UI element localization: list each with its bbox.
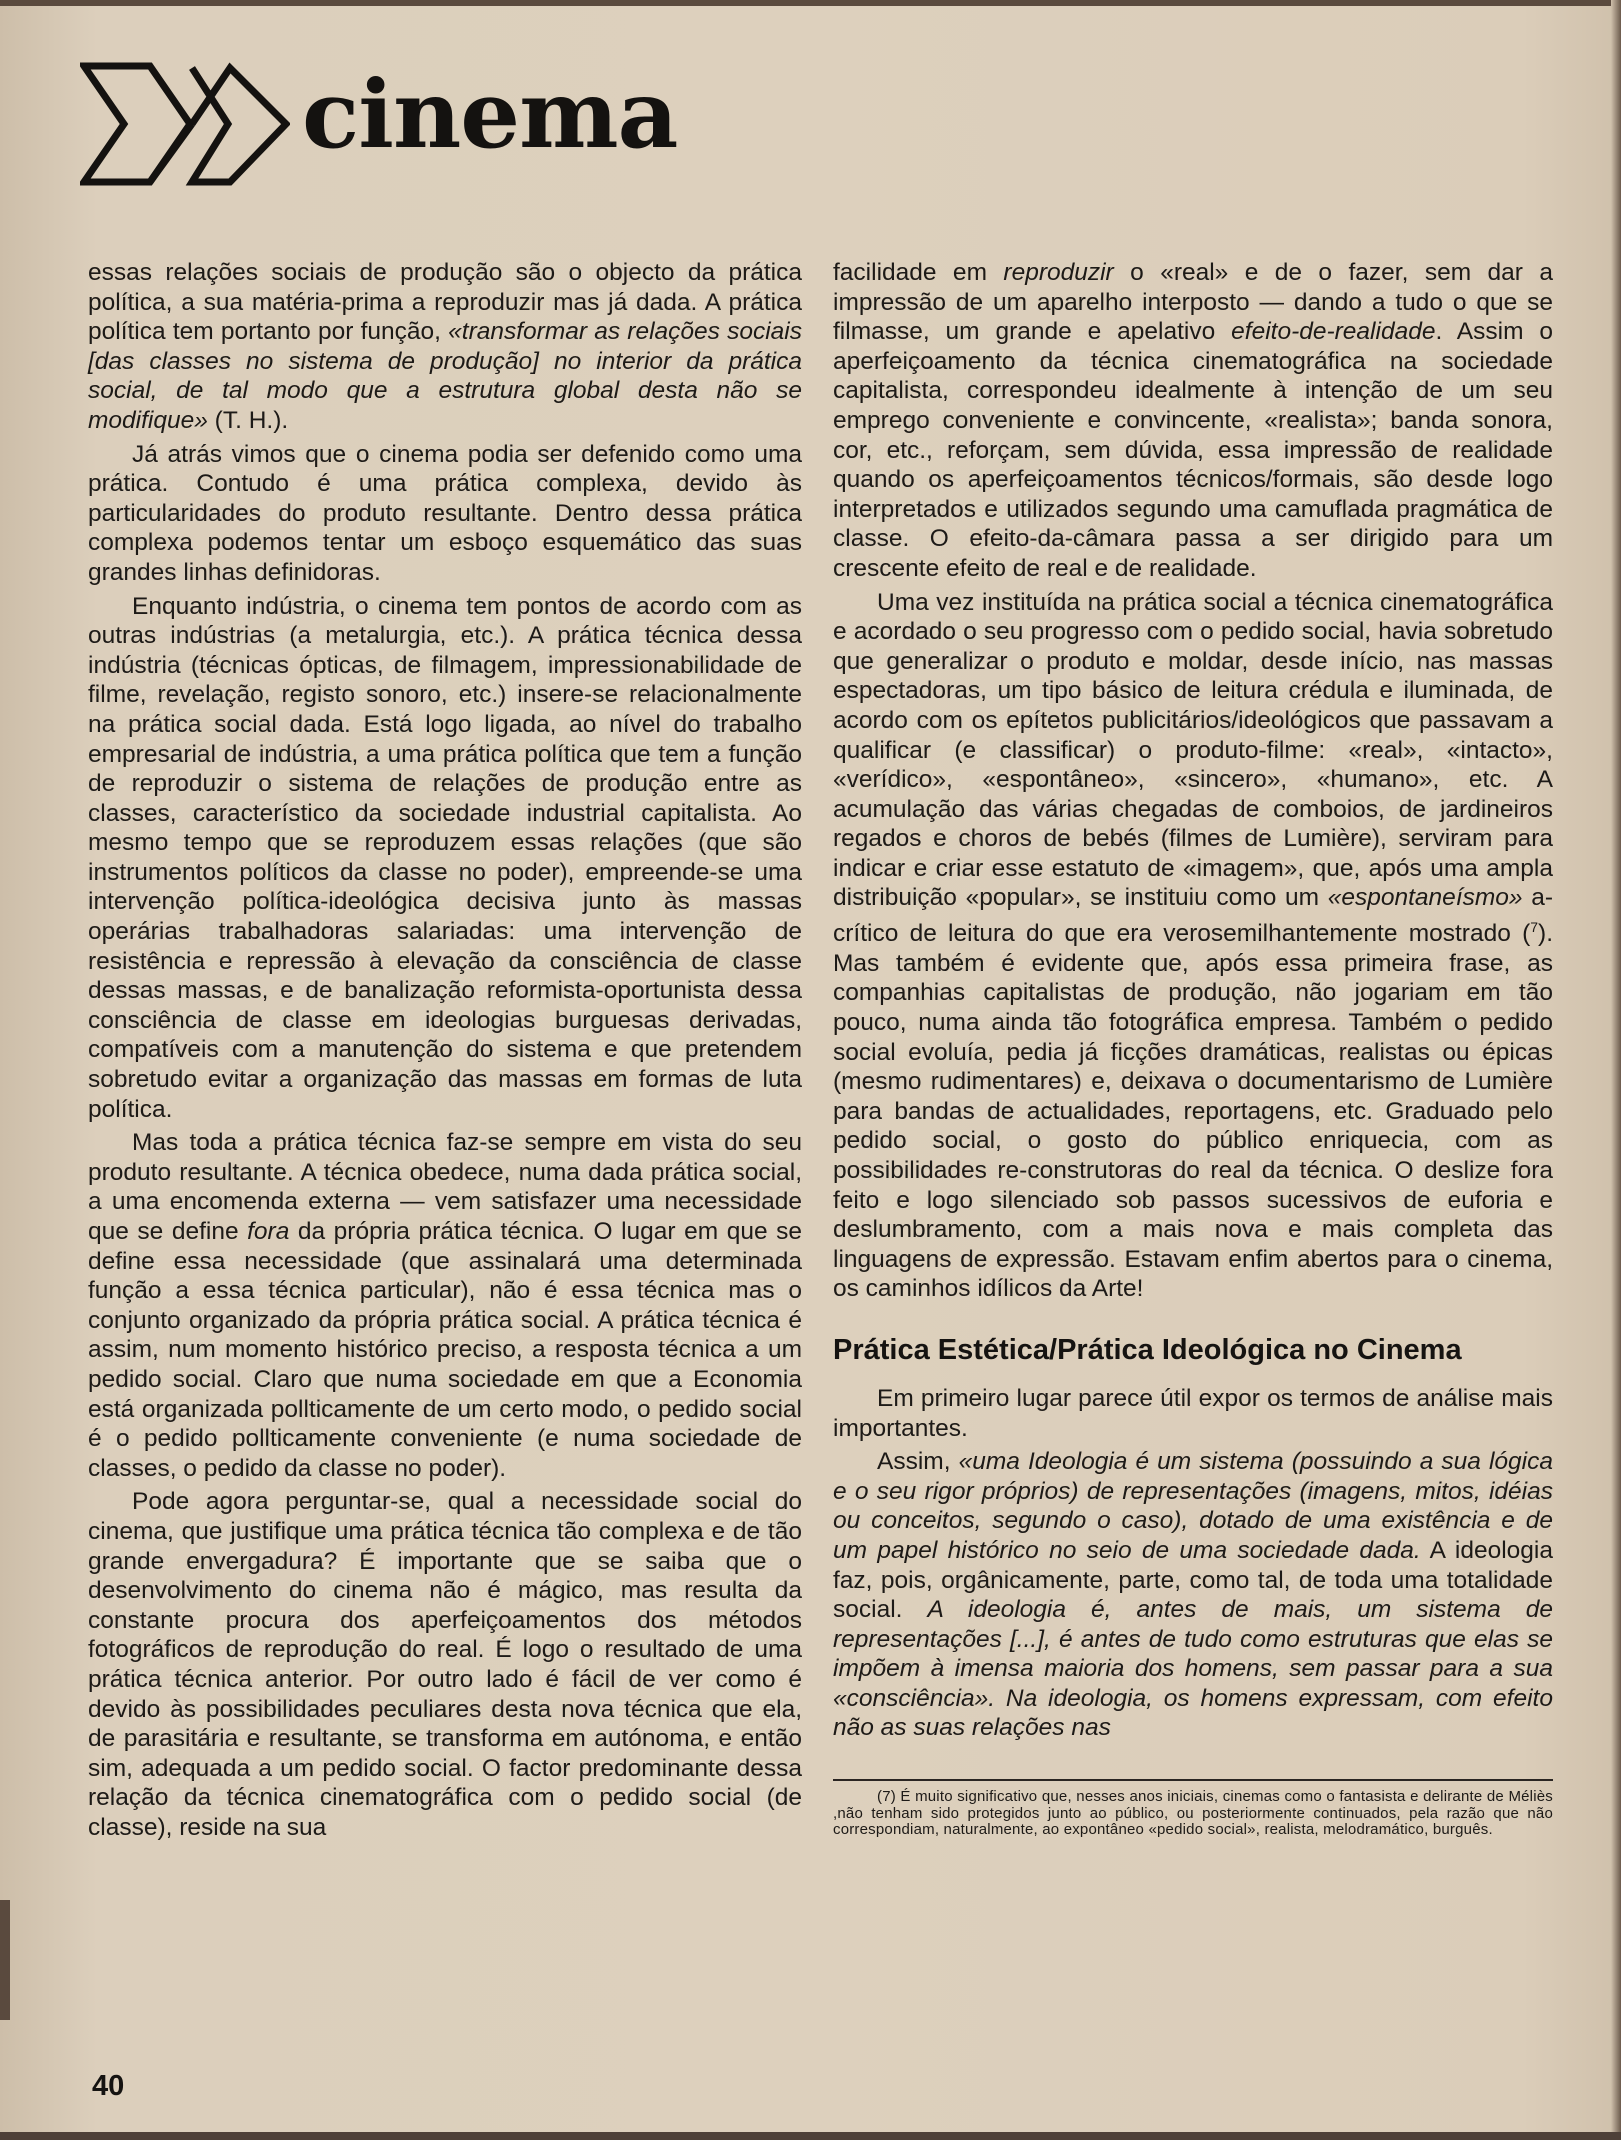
paragraph: facilidade em reproduzir o «real» e de o fazer, sem dar a impressão de um aparelho interposto — dando a tudo o que se filmasse, um grande e apelativo efeito-de-realidade. Assim o aperfeiçoamento da técnica cinematográfica na sociedade capitalista, correspondeu idealmente à intenção de um seu emprego conveniente e convincente, «realista»; banda sonora, cor, etc., reforçam, sem dúvida, essa impressão de realidade quando os aperfeiçoamentos técnicos/formais, são desde logo interpretados e utilizados segundo uma camuflada pragmática de classe. O efeito-da-câmara passa a ser dirigido para um crescente efeito de real e de realidade. <box>833 259 1554 582</box>
paragraph: essas relações sociais de produção são o objecto da prática política, a sua matéria-prima a reproduzir mas já dada. A prática política tem portanto por função, «transformar as relações sociais [das classes no sistema de produção] no interior da prática social, de tal modo que a estrutura global desta não se modifique» (T. H.). <box>88 259 802 434</box>
page-edge-right <box>1611 0 1621 2140</box>
paragraph: Já atrás vimos que o cinema podia ser defenido como uma prática. Contudo é uma prática complexa, devido às particularidades do produto resultante. Dentro dessa prática complexa podemos tentar um esboço esquemático das suas grandes linhas definidoras. <box>88 440 802 586</box>
footnote-ref: 7 <box>1530 919 1539 936</box>
page-edge-bottom <box>0 2132 1621 2140</box>
footnote-divider <box>833 1779 1553 1781</box>
section-title: cinema <box>302 60 678 170</box>
page-edge-left-mark <box>0 1900 10 2020</box>
section-subheading: Prática Estética/Prática Ideológica no Cinema <box>833 1333 1462 1366</box>
page-number: 40 <box>92 2070 125 2102</box>
paragraph: Uma vez instituída na prática social a técnica cinematográfica e acordado o seu progresso com o pedido social, havia sobretudo que generalizar o produto e moldar, desde início, nas massas espectadoras, um tipo básico de leitura crédula e iluminada, de acordo com os epítetos publicitários/ideológicos que passavam a qualificar (e classificar) o produto-filme: «real», «intacto», «verídico», «espontâneo», «sincero», «humano», etc. A acumulação das várias chegadas de comboios, de jardineiros regados e choros de bebés (filmes de Lumière), serviram para indicar e criar esse estatuto de «imagem», que, após uma ampla distribuição «popular», se instituiu como um «espontaneísmo» a-crítico de leitura do que era verosemilhantemente mostrado ($^7$). Mas também é evidente que, após essa primeira frase, as companhias capitalistas de produção, não jogariam em tão pouco, numa ainda tão fotográfica empresa. Também o pedido social evoluía, pedia já ficções dramáticas, realistas ou épicas (mesmo rudimentares) e, deixava o documentarismo de Lumière para bandas de actualidades, reportagens, etc. Graduado pelo pedido social, o gosto do público enriquecia, com as possibilidades re-construtoras do real da técnica. O deslize fora feito e logo silenciado sob passos sucessivos de euforia e deslumbramento, com a mais nova e mais completa das linguagens de expressão. Estavam enfim abertos para o cinema, os caminhos idílicos da Arte! <box>833 588 1554 1303</box>
page-edge-top <box>0 0 1621 6</box>
left-column <box>88 258 802 1846</box>
footnote: (7) É muito significativo que, nesses anos iniciais, cinemas como o fantasista e delirante de Méliès ,não tenham sido protegidos junto ao público, ou posteriormente continuados, pela razão que não correspondiam, naturalmente, ao expontâneo «pedido social», realista, melodramático, burguês. <box>833 1788 1553 1839</box>
paragraph: Assim, «uma Ideologia é um sistema (possuindo a sua lógica e o seu rigor próprios) de representações (imagens, mitos, idéias ou conceitos, segundo o caso), dotado de uma existência e de um papel histórico no seio de uma sociedade dada. A ideologia faz, pois, orgânicamente, parte, como tal, de toda uma totalidade social. A ideologia é, antes de mais, um sistema de representações [...], é antes de tudo como estruturas que elas se impõem à imensa maioria dos homens, sem passar para a sua «consciência». Na ideologia, os homens expressam, com efeito não as suas relações nas <box>833 1448 1553 1742</box>
paragraph: Pode agora perguntar-se, qual a necessidade social do cinema, que justifique uma prática técnica tão complexa e de tão grande envergadura? É importante que se saiba que o desenvolvimento do cinema não é mágico, mas resulta da constante procura dos aperfeiçoamentos dos métodos fotográficos de reprodução do real. É logo o resultado de uma prática técnica anterior. Por outro lado é fácil de ver como é devido às possibilidades peculiares desta nova técnica que ela, de parasitária e resultante, se transforma em autónoma, e então sim, adequada a um pedido social. O factor predominante dessa relação da técnica cinematográfica com o pedido social (de classe), reside na sua <box>88 1488 802 1841</box>
paragraph: Enquanto indústria, o cinema tem pontos de acordo com as outras indústrias (a metalurgia, etc.). A prática técnica dessa indústria (técnicas ópticas, de filmagem, impressionabilidade de filme, revelação, registo sonoro, etc.) insere-se relacionalmente na prática social dada. Está logo ligada, ao nível do trabalho empresarial de indústria, a uma prática política que tem a função de reproduzir o sistema de relações de produção entre as classes, característico da sociedade industrial capitalista. Ao mesmo tempo que se reproduzem essas relações (que são instrumentos políticos da classe no poder), empreende-se uma intervenção política-ideológica decisiva junto às massas operárias trabalhadoras salariadas: uma intervenção de resistência e repressão à elevação da consciência de classe dessas massas, e de banalização reformista-oportunista dessa consciência de classe em ideologias burguesas derivadas, compatíveis com a manutenção do sistema e que pretendem sobretudo evitar a organização das massas em formas de luta política. <box>88 592 802 1123</box>
section-header <box>80 60 780 190</box>
right-column <box>833 258 1553 1843</box>
paragraph: Mas toda a prática técnica faz-se sempre em vista do seu produto resultante. A técnica obedece, numa dada prática social, a uma encomenda externa — vem satisfazer uma necessidade que se define fora da própria prática técnica. O lugar em que se define essa necessidade (que assinalará uma determinada função a essa técnica particular), não é essa técnica mas o conjunto organizado da própria prática social. A prática técnica é assim, num momento histórico preciso, a resposta técnica a um pedido social. Claro que numa sociedade em que a Economia está organizada pollticamente de um certo modo, o pedido social é o pedido pollticamente conveniente (e numa sociedade de classes, o pedido da classe no poder). <box>88 1129 802 1482</box>
paragraph: Em primeiro lugar parece útil expor os termos de análise mais importantes. <box>833 1384 1553 1442</box>
double-chevron-arrow-icon <box>80 60 290 190</box>
